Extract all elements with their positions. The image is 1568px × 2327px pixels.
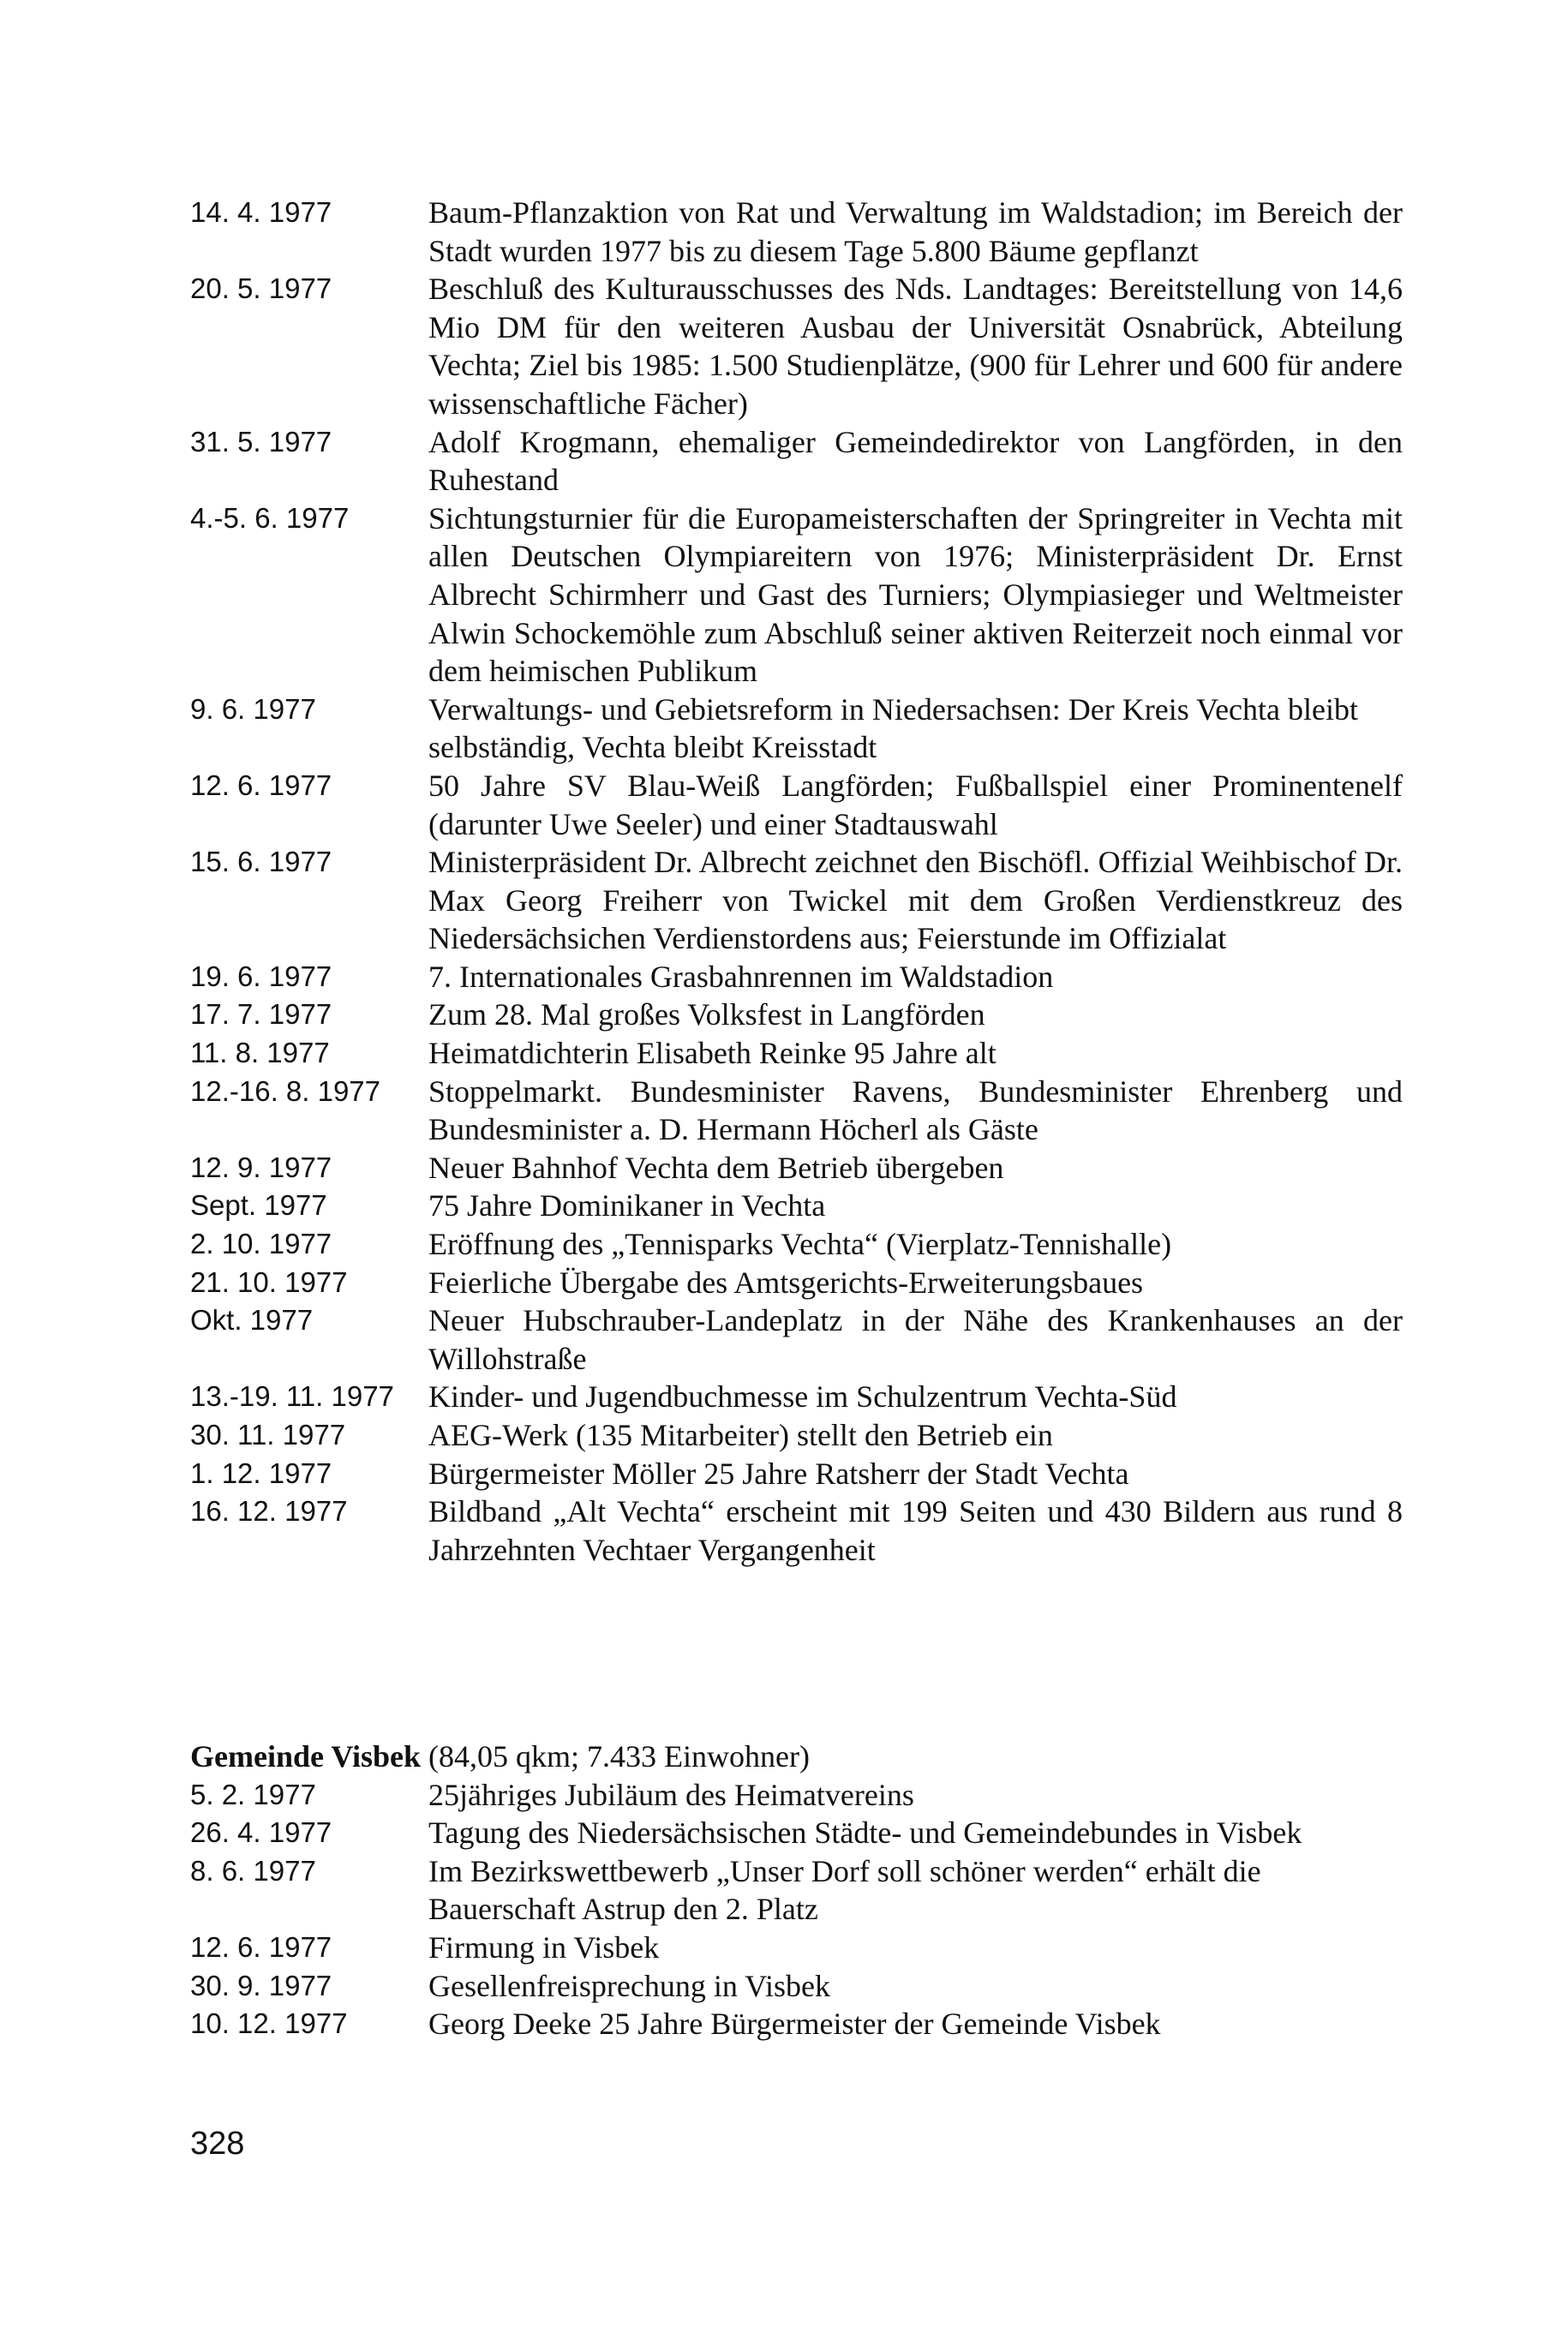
entry-date: 11. 8. 1977 [190, 1037, 330, 1069]
entry-date: 19. 6. 1977 [190, 960, 332, 992]
entry-date: 5. 2. 1977 [190, 1778, 316, 1810]
entry-date: 31. 5. 1977 [190, 425, 332, 458]
entry-text: 25jähriges Jubiläum des Heimatvereins [428, 1777, 914, 1812]
entry-text: Adolf Krogmann, ehemaliger Gemeindedirektor von Langförden, in den Ruhestand [428, 424, 1403, 498]
entry-text: Heimatdichterin Elisabeth Reinke 95 Jahre alt [428, 1036, 996, 1071]
list-item [190, 767, 1403, 843]
entry-text: Bürgermeister Möller 25 Jahre Ratsherr der Stadt Vechta [428, 1456, 1129, 1491]
entry-date: 14. 4. 1977 [190, 196, 332, 228]
list-item [190, 1852, 1403, 1929]
entry-text: 7. Internationales Grasbahnrennen im Waldstadion [428, 959, 1054, 994]
section-heading-name: Gemeinde Visbek [190, 1739, 422, 1774]
entry-date: 12. 6. 1977 [190, 1930, 332, 1963]
entry-date: Sept. 1977 [190, 1189, 327, 1222]
entry-text: Georg Deeke 25 Jahre Bürgermeister der Gemeinde Visbek [428, 2007, 1161, 2042]
entry-text: Gesellenfreisprechung in Visbek [428, 1968, 831, 2003]
entry-text: Stoppelmarkt. Bundesminister Ravens, Bundesminister Ehrenberg und Bundesminister a. D. Hermann Höcherl als Gäste [428, 1074, 1403, 1147]
entry-text: Baum-Pflanzaktion von Rat und Verwaltung im Waldstadion; im Bereich der Stadt wurden 1977 bis zu diesem Tage 5.800 Bäume gepflanzt [428, 195, 1403, 268]
entry-text: Neuer Hubschrauber-Landeplatz in der Nähe des Krankenhauses an der Willohstraße [428, 1303, 1403, 1376]
entry-date: 13.-19. 11. 1977 [190, 1380, 394, 1413]
list-item [190, 1034, 1403, 1073]
entry-text: Eröffnung des „Tennisparks Vechta“ (Vierplatz-Tennishalle) [428, 1227, 1172, 1262]
list-item [190, 1455, 1403, 1493]
entry-date: 8. 6. 1977 [190, 1854, 316, 1887]
entry-date: 12.-16. 8. 1977 [190, 1074, 381, 1107]
entry-text: Tagung des Niedersächsischen Städte- und Gemeindebundes in Visbek [428, 1816, 1302, 1851]
entry-date: 4.-5. 6. 1977 [190, 501, 350, 534]
list-item [190, 1073, 1403, 1149]
entry-text: Sichtungsturnier für die Europameisterschaften der Springreiter in Vechta mit allen Deutschen Olympiareitern von 1976; Ministerpräsident Dr. Ernst Albrecht Schirmherr und Gast des Turniers; Olympiasieger und Weltmeister Alwin Schockemöhle zum Abschluß seiner aktiven Reiterzeit noch einmal vor dem heimischen Publikum [428, 500, 1403, 689]
entry-text: 75 Jahre Dominikaner in Vechta [428, 1188, 826, 1223]
list-item [190, 2005, 1403, 2043]
entry-date: 17. 7. 1977 [190, 998, 332, 1031]
entry-date: 21. 10. 1977 [190, 1265, 348, 1298]
entry-text: Verwaltungs- und Gebietsreform in Niedersachsen: Der Kreis Vechta bleibt selbständig, Vechta bleibt Kreisstadt [428, 691, 1358, 765]
section-heading [190, 1738, 1403, 1776]
entry-date: 12. 9. 1977 [190, 1151, 332, 1183]
entry-text: Neuer Bahnhof Vechta dem Betrieb übergeben [428, 1150, 1004, 1185]
entry-date: 20. 5. 1977 [190, 272, 332, 305]
entry-date: 30. 11. 1977 [190, 1419, 346, 1451]
entry-date: 12. 6. 1977 [190, 769, 332, 801]
entry-date: 1. 12. 1977 [190, 1457, 332, 1489]
list-item [190, 1264, 1403, 1302]
entry-date: 15. 6. 1977 [190, 846, 332, 878]
entry-date: 10. 12. 1977 [190, 2007, 348, 2040]
entry-text: Im Bezirkswettbewerb „Unser Dorf soll schöner werden“ erhält die Bauerschaft Astrup den 2. Platz [428, 1853, 1261, 1927]
entry-text: Ministerpräsident Dr. Albrecht zeichnet den Bischöfl. Offizial Weihbischof Dr. Max Georg Freiherr von Twickel mit dem Großen Verdienstkreuz des Niedersächsichen Verdienstordens aus; Feierstunde im Offizialat [428, 845, 1403, 956]
list-item [190, 194, 1403, 270]
list-item [190, 691, 1403, 767]
list-item [190, 1967, 1403, 2006]
list-item [190, 499, 1403, 691]
entry-date: 26. 4. 1977 [190, 1816, 332, 1849]
list-item [190, 1416, 1403, 1455]
list-item [190, 270, 1403, 422]
list-item [190, 1149, 1403, 1187]
entry-date: 9. 6. 1977 [190, 692, 316, 725]
chronicle-list [190, 194, 1403, 1569]
list-item [190, 1378, 1403, 1416]
entry-text: AEG-Werk (135 Mitarbeiter) stellt den Betrieb ein [428, 1418, 1053, 1452]
list-item [190, 843, 1403, 958]
list-item [190, 1187, 1403, 1225]
list-item [190, 958, 1403, 996]
visbek-section [190, 1738, 1403, 2043]
list-item [190, 1814, 1403, 1852]
list-item [190, 1493, 1403, 1569]
entry-date: Okt. 1977 [190, 1304, 314, 1337]
entry-text: Zum 28. Mal großes Volksfest in Langförden [428, 997, 985, 1032]
list-item [190, 1301, 1403, 1378]
entry-text: Kinder- und Jugendbuchmesse im Schulzentrum Vechta-Süd [428, 1379, 1177, 1415]
entry-date: 2. 10. 1977 [190, 1228, 332, 1260]
entry-date: 30. 9. 1977 [190, 1969, 332, 2001]
entry-text: 50 Jahre SV Blau-Weiß Langförden; Fußballspiel einer Prominentenelf (darunter Uwe Seeler) und einer Stadtauswahl [428, 768, 1403, 841]
page-number: 328 [190, 2126, 245, 2162]
list-item [190, 423, 1403, 499]
entry-text: Feierliche Übergabe des Amtsgerichts-Erweiterungsbaues [428, 1265, 1144, 1300]
entry-text: Bildband „Alt Vechta“ erscheint mit 199 Seiten und 430 Bildern aus rund 8 Jahrzehnten Vechtaer Vergangenheit [428, 1494, 1403, 1567]
entry-text: Firmung in Visbek [428, 1929, 660, 1965]
entry-date: 16. 12. 1977 [190, 1495, 348, 1528]
list-item [190, 1929, 1403, 1967]
list-item [190, 1776, 1403, 1815]
list-item [190, 996, 1403, 1034]
list-item [190, 1225, 1403, 1264]
entry-text: Beschluß des Kulturausschusses des Nds. Landtages: Bereitstellung von 14,6 Mio DM für den weiteren Ausbau der Universität Osnabrück, Abteilung Vechta; Ziel bis 1985: 1.500 Studienplätze, (900 für Lehrer und 600 für andere wissenschaftliche Fächer) [428, 272, 1403, 421]
section-heading-details: (84,05 qkm; 7.433 Einwohner) [421, 1739, 810, 1774]
